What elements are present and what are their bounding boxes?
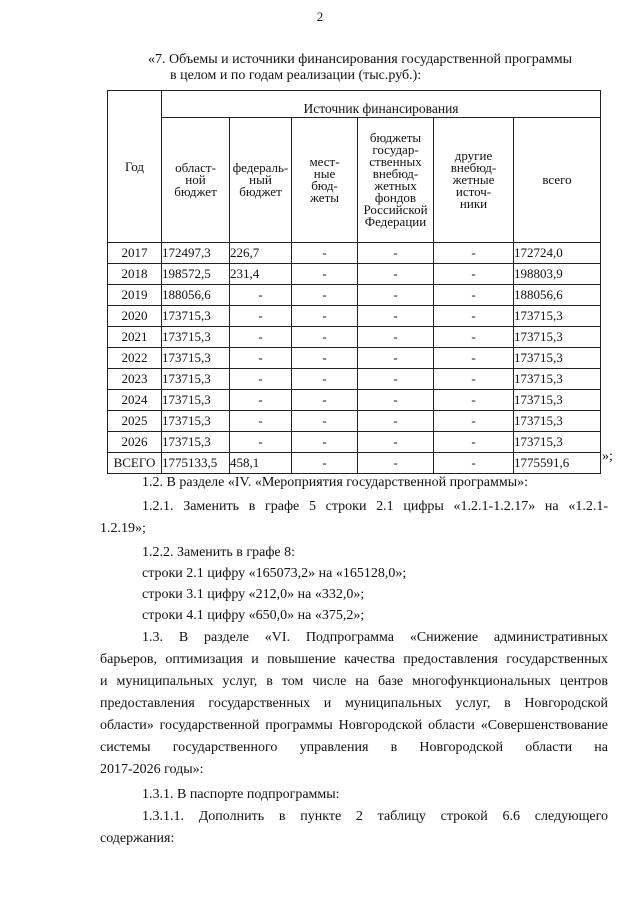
value-cell: - <box>434 264 514 285</box>
value-cell: 188056,6 <box>162 285 230 306</box>
year-cell: ВСЕГО <box>108 453 162 474</box>
value-cell: - <box>230 285 292 306</box>
value-cell: - <box>358 369 434 390</box>
table-row <box>108 453 601 474</box>
value-cell: 173715,3 <box>162 306 230 327</box>
paragraph-1-3-1: 1.3.1. В паспорте подпрограммы: <box>142 787 340 802</box>
value-cell: - <box>358 243 434 264</box>
year-cell: 2017 <box>108 243 162 264</box>
paragraph-1-3-line: предоставления государственных и муниципальных услуг, в Новгородской <box>100 696 608 711</box>
value-cell: - <box>292 411 358 432</box>
value-cell: - <box>292 285 358 306</box>
column-header-line: жетные <box>452 172 495 187</box>
financing-table <box>107 90 601 474</box>
value-cell: - <box>230 348 292 369</box>
column-header-line: област- <box>175 160 216 175</box>
value-cell: - <box>434 306 514 327</box>
value-cell: - <box>292 453 358 474</box>
table-row <box>108 285 601 306</box>
value-cell: - <box>292 432 358 453</box>
value-cell: 173715,3 <box>514 348 601 369</box>
column-header-line: ной <box>185 172 206 187</box>
value-cell: 173715,3 <box>514 327 601 348</box>
paragraph-1-3 <box>100 627 608 781</box>
column-header <box>162 118 230 243</box>
paragraph-1-2-1-line-1: 1.2.1. Заменить в графе 5 строки 2.1 цифры «1.2.1-1.2.17» на «1.2.1- <box>142 499 608 514</box>
paragraph-1-3-line: и муниципальных услуг, в том числе на базе многофункциональных центров <box>100 674 608 689</box>
value-cell: - <box>292 243 358 264</box>
paragraph-1-3-line: барьеров, оптимизация и повышение качества предоставления государственных <box>100 652 608 667</box>
value-cell: 173715,3 <box>162 432 230 453</box>
value-cell: - <box>434 285 514 306</box>
column-header-line: бюд- <box>311 178 338 193</box>
replacement-row-3-1: строки 3.1 цифру «212,0» на «332,0»; <box>142 587 365 602</box>
value-cell: - <box>230 390 292 411</box>
column-header-line: Федерации <box>364 214 427 229</box>
value-cell: 1775591,6 <box>514 453 601 474</box>
year-cell: 2021 <box>108 327 162 348</box>
value-cell: - <box>292 264 358 285</box>
value-cell: 173715,3 <box>514 411 601 432</box>
column-header-line: бюджеты <box>369 130 422 145</box>
paragraph-1-2-2: 1.2.2. Заменить в графе 8: <box>142 545 296 560</box>
value-cell: - <box>292 306 358 327</box>
value-cell: 198572,5 <box>162 264 230 285</box>
year-cell: 2022 <box>108 348 162 369</box>
value-cell: - <box>358 327 434 348</box>
table-row <box>108 390 601 411</box>
column-header-line: ные <box>313 166 336 181</box>
year-cell: 2019 <box>108 285 162 306</box>
replacement-row-2-1: строки 2.1 цифру «165073,2» на «165128,0»; <box>142 566 407 581</box>
value-cell: 173715,3 <box>162 348 230 369</box>
value-cell: 1775133,5 <box>162 453 230 474</box>
value-cell: - <box>230 369 292 390</box>
value-cell: 173715,3 <box>514 306 601 327</box>
value-cell: 231,4 <box>230 264 292 285</box>
column-header <box>292 118 358 243</box>
table-row <box>108 411 601 432</box>
column-header <box>434 118 514 243</box>
value-cell: - <box>358 306 434 327</box>
value-cell: 173715,3 <box>514 390 601 411</box>
year-header: Год <box>108 91 162 243</box>
paragraph-1-2: 1.2. В разделе «IV. «Мероприятия государственной программы»: <box>142 475 529 490</box>
value-cell: - <box>358 264 434 285</box>
value-cell: - <box>358 453 434 474</box>
column-header-line: ный <box>249 172 272 187</box>
value-cell: - <box>358 285 434 306</box>
table-row <box>108 369 601 390</box>
heading-line-1: «7. Объемы и источники финансирования государственной программы <box>148 52 573 67</box>
value-cell: - <box>358 348 434 369</box>
value-cell: - <box>358 432 434 453</box>
value-cell: - <box>358 411 434 432</box>
paragraph-1-3-1-1-line-2: содержания: <box>100 831 175 846</box>
heading-line-2: в целом и по годам реализации (тыс.руб.): <box>170 68 422 83</box>
column-header-line: федераль- <box>232 160 289 175</box>
value-cell: 173715,3 <box>514 432 601 453</box>
paragraph-1-3-line: 2017-2026 годы»: <box>100 762 204 777</box>
year-cell: 2020 <box>108 306 162 327</box>
value-cell: 172724,0 <box>514 243 601 264</box>
value-cell: - <box>292 390 358 411</box>
value-cell: - <box>230 432 292 453</box>
value-cell: 173715,3 <box>162 327 230 348</box>
value-cell: - <box>434 243 514 264</box>
column-header-line: внебюд- <box>372 166 419 181</box>
value-cell: 173715,3 <box>162 369 230 390</box>
year-cell: 2024 <box>108 390 162 411</box>
value-cell: - <box>230 327 292 348</box>
column-header-line: источ- <box>455 184 492 199</box>
value-cell: 173715,3 <box>514 369 601 390</box>
paragraph-1-2-1-line-2: 1.2.19»; <box>100 521 146 536</box>
column-header <box>514 118 601 243</box>
value-cell: - <box>358 390 434 411</box>
value-cell: - <box>292 327 358 348</box>
column-header-line: другие <box>454 148 493 163</box>
table-row <box>108 432 601 453</box>
value-cell: 188056,6 <box>514 285 601 306</box>
source-header: Источник финансирования <box>162 91 601 118</box>
section-heading <box>148 52 628 84</box>
column-header-line: ственных <box>369 154 422 169</box>
replacement-row-4-1: строки 4.1 цифру «650,0» на «375,2»; <box>142 608 365 623</box>
value-cell: - <box>434 453 514 474</box>
value-cell: - <box>230 306 292 327</box>
paragraph-1-3-line: 1.3. В разделе «VI. Подпрограмма «Снижение административных <box>142 630 608 645</box>
column-header-line: государ- <box>372 142 419 157</box>
column-header-line: мест- <box>309 154 340 169</box>
table-row <box>108 327 601 348</box>
value-cell: - <box>230 411 292 432</box>
table-row <box>108 306 601 327</box>
column-header-line: бюджет <box>174 184 217 199</box>
column-header <box>230 118 292 243</box>
column-header-line: всего <box>542 172 572 187</box>
value-cell: - <box>292 348 358 369</box>
column-header <box>358 118 434 243</box>
value-cell: - <box>434 411 514 432</box>
table-row <box>108 348 601 369</box>
table-closing-mark: »; <box>602 449 613 464</box>
value-cell: - <box>434 390 514 411</box>
year-cell: 2023 <box>108 369 162 390</box>
column-header-line: фондов <box>374 190 417 205</box>
column-header-line: жеты <box>310 190 339 205</box>
column-header-line: Российской <box>363 202 428 217</box>
year-cell: 2025 <box>108 411 162 432</box>
table-row <box>108 243 601 264</box>
value-cell: 173715,3 <box>162 411 230 432</box>
value-cell: - <box>434 432 514 453</box>
value-cell: 198803,9 <box>514 264 601 285</box>
paragraph-1-3-line: области» государственной программы Новгородской области «Совершенствование <box>100 718 608 733</box>
value-cell: 458,1 <box>230 453 292 474</box>
column-header-line: ники <box>459 196 488 211</box>
page-number: 2 <box>316 9 324 24</box>
value-cell: - <box>292 369 358 390</box>
column-header-line: жетных <box>374 178 417 193</box>
table-row <box>108 264 601 285</box>
value-cell: - <box>434 348 514 369</box>
value-cell: - <box>434 369 514 390</box>
value-cell: 226,7 <box>230 243 292 264</box>
year-cell: 2018 <box>108 264 162 285</box>
paragraph-1-3-1-1-line-1: 1.3.1.1. Дополнить в пункте 2 таблицу строкой 6.6 следующего <box>142 809 608 824</box>
paragraph-1-3-line: системы государственного управления в Новгородской области на <box>100 740 608 755</box>
value-cell: 173715,3 <box>162 390 230 411</box>
year-cell: 2026 <box>108 432 162 453</box>
value-cell: 172497,3 <box>162 243 230 264</box>
column-header-line: бюджет <box>239 184 282 199</box>
value-cell: - <box>434 327 514 348</box>
column-header-line: внебюд- <box>450 160 497 175</box>
